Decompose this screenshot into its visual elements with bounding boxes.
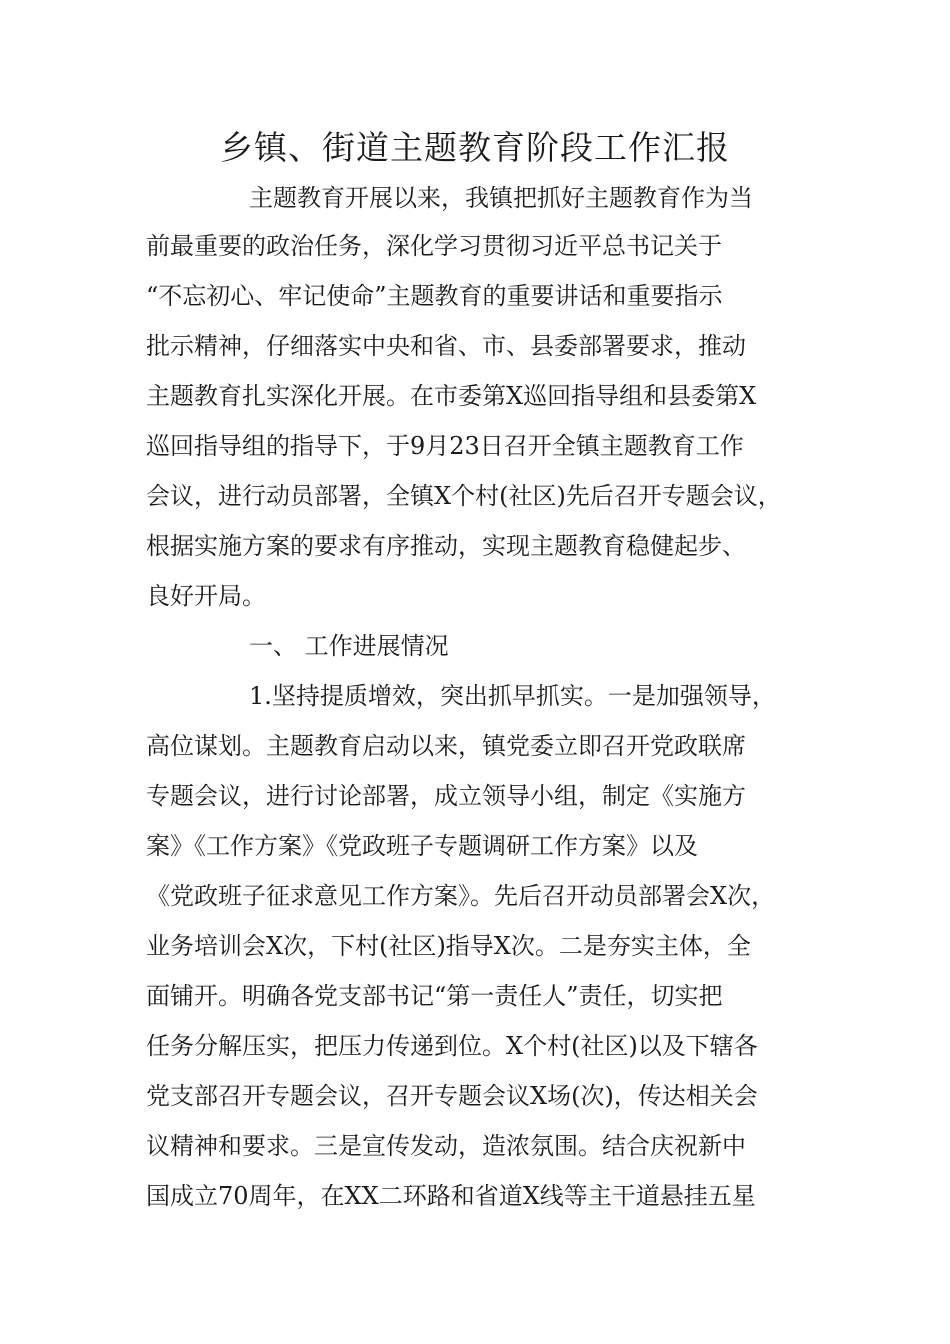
paragraph-line: 案》《工作方案》《党政班子专题调研工作方案》以及 [146, 832, 698, 860]
paragraph-line: 国成立70周年，在XX二环路和省道X线等主干道悬挂五星 [146, 1182, 756, 1210]
paragraph-line: 议精神和要求。三是宣传发动，造浓氛围。结合庆祝新中 [146, 1132, 746, 1160]
paragraph-line: 主题教育开展以来，我镇把抓好主题教育作为当 [249, 184, 753, 212]
paragraph-line: 批示精神，仔细落实中央和省、市、县委部署要求，推动 [146, 332, 746, 360]
paragraph-line: 业务培训会X次，下村(社区)指导X次。二是夯实主体，全 [146, 932, 751, 960]
paragraph-line: 前最重要的政治任务，深化学习贯彻习近平总书记关于 [146, 232, 722, 260]
paragraph-line: 良好开局。 [146, 582, 266, 610]
paragraph-line: 面铺开。明确各党支部书记“第一责任人”责任，切实把 [146, 982, 723, 1010]
paragraph-line: 根据实施方案的要求有序推动，实现主题教育稳健起步、 [146, 532, 746, 560]
document-title: 乡镇、街道主题教育阶段工作汇报 [220, 128, 730, 167]
paragraph-line: “不忘初心、牢记使命”主题教育的重要讲话和重要指示 [146, 282, 723, 310]
paragraph-line: 任务分解压实，把压力传递到位。X个村(社区)以及下辖各 [146, 1032, 758, 1060]
paragraph-line: 巡回指导组的指导下，于9月23日召开全镇主题教育工作 [146, 432, 744, 460]
paragraph-line: 专题会议，进行讨论部署，成立领导小组，制定《实施方 [146, 782, 746, 810]
paragraph-line: 会议，进行动员部署，全镇X个村(社区)先后召开专题会议， [146, 482, 782, 510]
paragraph-line: 主题教育扎实深化开展。在市委第X巡回指导组和县委第X [146, 382, 757, 410]
paragraph-line: 1.坚持提质增效，突出抓早抓实。一是加强领导， [249, 682, 776, 710]
paragraph-line: 《党政班子征求意见工作方案》。先后召开动员部署会X次， [146, 882, 776, 910]
paragraph-line: 党支部召开专题会议，召开专题会议X场(次)，传达相关会 [146, 1082, 758, 1110]
paragraph-line: 高位谋划。主题教育启动以来，镇党委立即召开党政联席 [146, 732, 746, 760]
section-heading: 一、 工作进展情况 [249, 632, 449, 660]
